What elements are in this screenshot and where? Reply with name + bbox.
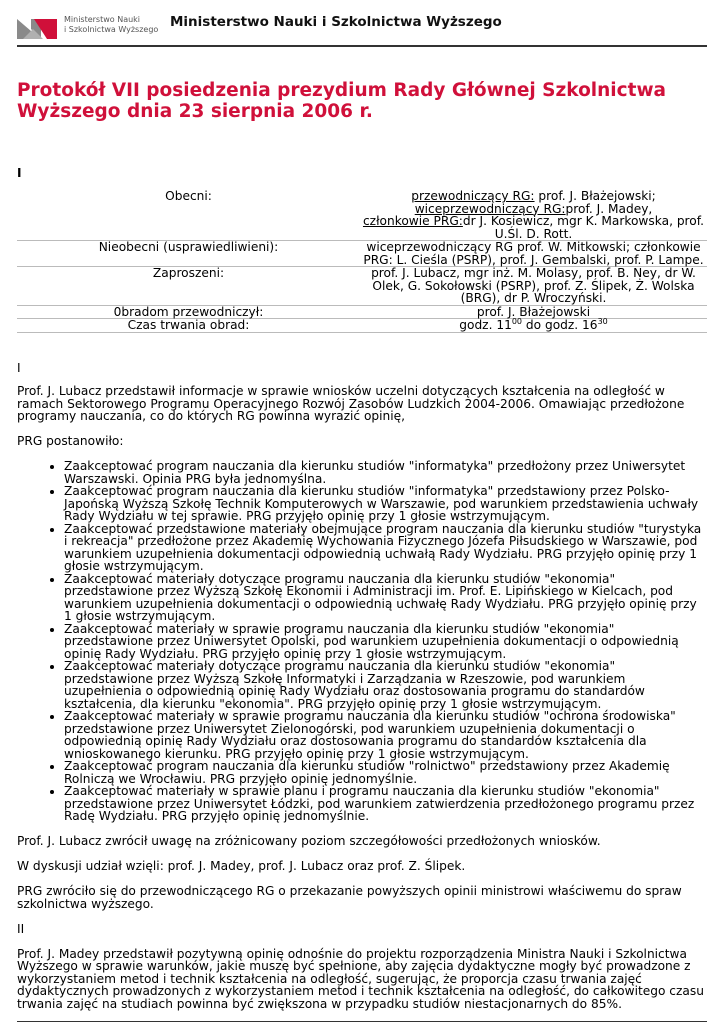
czas-value: [360, 316, 707, 333]
list-item: • Zaakceptować przedstawione materiały obejmujące program nauczania dla kierunku studiów "turystyka i rekreacja" przedłożone przez Akademię Wychowania Fizycznego Józefa Piłsudskiego w Warszawie, pod warunkiem uzupełnienia dokumentacji odpowiednią uchwałą Rady Wydziału. PRG przyjęło opinię przy 1 głosie wstrzymującym.: [64, 523, 707, 573]
table-row: [17, 319, 707, 333]
list-item: • Zaakceptować materiały dotyczące programu nauczania dla kierunku studiów "ekonomia" przedstawione przez Wyższą Szkołę Informatyki i Zarządzania w Rzeszowie, pod warunkiem uzupełnienia o odpowiednią opinię Rady Wydziału oraz dostosowania programu do standardów kształcenia, dla kierunku "ekonomia". PRG przyjęło opinię przy 1 głosie wstrzymującym.: [64, 660, 707, 710]
attendance-table: [17, 190, 707, 333]
obradom-value: prof. J. Błażejowski: [476, 304, 591, 319]
paragraph: W dyskusji udział wzięli: prof. J. Madey, prof. J. Lubacz oraz prof. Z. Ślipek.: [17, 859, 466, 873]
czlonkowie-value: dr J. Kosiewicz, mgr K. Markowska, prof. U.Śl. D. Rott.: [462, 214, 705, 241]
list-item: • Zaakceptować program nauczania dla kierunku studiów "informatyka" przedstawiony przez Polsko-Japońską Wyższą Szkołę Technik Komputerowych w Warszawie, pod warunkiem przedstawienia uchwały Rady Wydziału w tej sprawie. PRG przyjęło opinię przy 1 głosie wstrzymującym.: [64, 485, 707, 523]
header-divider: [17, 45, 707, 47]
nieobecni-value: wiceprzewodniczący RG prof. W. Mitkowski; członkowie PRG: L. Cieśla (PSRP), prof. J. Gembalski, prof. P. Lampe.: [363, 240, 704, 267]
paragraph: Prof. J. Lubacz zwrócił uwagę na zróżnicowany poziom szczegółowości przedłożonych wniosków.: [17, 834, 601, 848]
table-row: [17, 190, 707, 241]
list-item: • Zaakceptować materiały w sprawie planu i programu nauczania dla kierunku studiów "ekonomia" przedstawione przez Uniwersytet Łódzki, pod warunkiem zatwierdzenia przedłożonego programu przez Radę Wydziału. PRG przyjęło opinię jednomyślnie.: [64, 785, 707, 823]
logo-text: [64, 15, 158, 35]
czas-to-sup: 30: [597, 316, 608, 326]
czas-from-sup: 00: [511, 316, 523, 326]
page-header: [0, 0, 725, 46]
list-item: • Zaakceptować materiały dotyczące programu nauczania dla kierunku studiów "ekonomia" przedstawione przez Wyższą Szkołę Ekonomii i Administracji im. Prof. E. Lipińskiego w Kielcach, pod warunkiem uzupełnienia dokumentacji o odpowiednią uchwałę Rady Wydziału. PRG przyjęło opinię przy 1 głosie wstrzymującym.: [64, 573, 707, 623]
paragraph: PRG zwróciło się do przewodniczącego RG o przekazanie powyższych opinii ministrowi właściwemu do spraw szkolnictwa wyższego.: [17, 884, 682, 911]
przewodniczacy-label: przewodniczący RG:: [411, 189, 535, 203]
list-item: • Zaakceptować program nauczania dla kierunku studiów "rolnictwo" przedstawiony przez Akademię Rolniczą we Wrocławiu. PRG przyjęło opinię jednomyślnie.: [64, 760, 707, 785]
obecni-value: [360, 190, 707, 241]
ministry-logo-icon[interactable]: [17, 17, 57, 39]
page-title: Protokół VII posiedzenia prezydium Rady Głównej Szkolnictwa Wyższego dnia 23 sierpnia 2006 r.: [17, 80, 667, 122]
obradom-label: 0bradom przewodniczył:: [113, 304, 264, 319]
logo-line-2: i Szkolnictwa Wyższego: [64, 25, 159, 34]
decisions-list: [17, 460, 707, 823]
site-title[interactable]: Ministerstwo Nauki i Szkolnictwa Wyższego: [170, 14, 502, 30]
section-mark: II: [17, 921, 25, 936]
czas-label: Czas trwania obrad:: [127, 318, 250, 332]
main-content: [17, 385, 707, 1023]
list-item: • Zaakceptować materiały w sprawie programu nauczania dla kierunku studiów "ekonomia" przedstawione przez Uniwersytet Opolski, pod warunkiem uzupełnienia dokumentacji o odpowiednią opinię Rady Wydziału. PRG przyjęło opinię przy 1 głosie wstrzymującym.: [64, 623, 707, 661]
table-row: [17, 241, 707, 267]
wice-value: prof. J. Madey,: [565, 201, 653, 216]
zaproszeni-value: prof. J. Lubacz, mgr inż. M. Molasy, prof. B. Ney, dr W. Olek, G. Sokołowski (PSRP), prof. Z. Ślipek, Ż. Wolska (BRG), dr P. Wroczyński.: [371, 266, 696, 305]
logo-line-1: Ministerstwo Nauki: [64, 15, 141, 24]
paragraph: Prof. J. Lubacz przedstawił informacje w sprawie wniosków uczelni dotyczących kształcenia na odległość w ramach Sektorowego Programu Operacyjnego Rozwój Zasobów Ludzkich 2004-2006. Omawiając przedłożone programy nauczania, co do których RG powinna wyrazić opinię,: [17, 384, 685, 423]
nieobecni-label: Nieobecni (usprawiedliwieni):: [98, 240, 279, 254]
zaproszeni-label: Zaproszeni:: [152, 266, 225, 280]
przewodniczacy-value: prof. J. Błażejowski;: [534, 189, 656, 203]
czas-from: godz. 11: [459, 318, 512, 332]
footer-divider: [17, 1021, 707, 1022]
obecni-label: Obecni:: [165, 189, 212, 203]
czas-mid: do godz. 16: [522, 318, 598, 332]
section-mark: I: [17, 361, 21, 375]
wice-label: wiceprzewodniczący RG:: [414, 201, 566, 216]
table-row: [17, 267, 707, 306]
czlonkowie-label: członkowie PRG:: [362, 214, 463, 228]
list-item: • Zaakceptować materiały w sprawie programu nauczania dla kierunku studiów "ochrona środowiska" przedstawione przez Uniwersytet Zielonogórski, pod warunkiem uzupełnienia dokumentacji o odpowiednią opinię Rady Wydziału oraz dostosowania programu do standardów kształcenia dla wnioskowanego kierunku. PRG przyjęło opinię przy 1 głosie wstrzymującym.: [64, 710, 707, 760]
paragraph: PRG postanowiło:: [17, 434, 124, 448]
section-mark: I: [17, 166, 22, 180]
list-item: • Zaakceptować program nauczania dla kierunku studiów "informatyka" przedłożony przez Uniwersytet Warszawski. Opinia PRG była jednomyślna.: [64, 460, 707, 485]
paragraph: Prof. J. Madey przedstawił pozytywną opinię odnośnie do projektu rozporządzenia Ministra Nauki i Szkolnictwa Wyższego w sprawie warunków, jakie muszę być spełnione, aby zajęcia dydaktyczne mogły być prowadzone z wykorzystaniem metod i technik kształcenia na odległość, sugerując, że proporcja czasu trwania zajęć dydaktycznych prowadzonych z wykorzystaniem metod i technik kształcenia na odległość, do całkowitego czasu trwania zajęć na studiach powinna być zwiększona w przypadku studiów niestacjonarnych do 85%.: [17, 946, 704, 1011]
